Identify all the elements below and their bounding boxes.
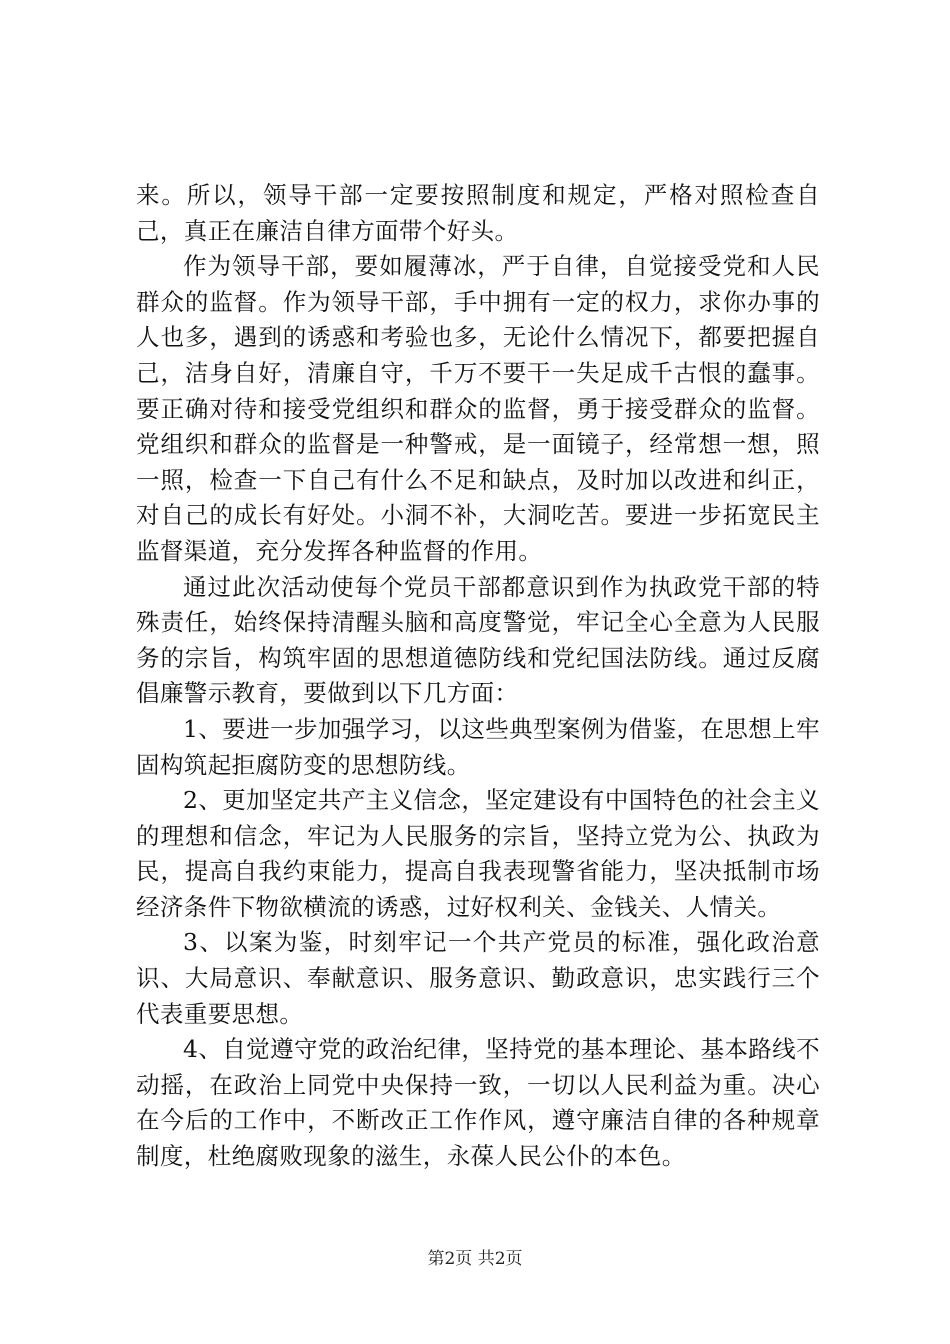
paragraph-continuation: 来。所以，领导干部一定要按照制度和规定，严格对照检查自己，真正在廉洁自律方面带个好头。 — [136, 181, 820, 245]
list-item-2: 2、更加坚定共产主义信念，坚定建设有中国特色的社会主义的理想和信念，牢记为人民服务的宗旨，坚持立党为公、执政为民，提高自我约束能力，提高自我表现警省能力，坚决抵制市场经济条件下物欲横流的诱惑，过好权利关、金钱关、人情关。 — [136, 786, 820, 921]
list-item-3: 3、以案为鉴，时刻牢记一个共产党员的标准，强化政治意识、大局意识、奉献意识、服务意识、勤政意识，忠实践行三个代表重要思想。 — [136, 928, 820, 1028]
list-item-4: 4、自觉遵守党的政治纪律，坚持党的基本理论、基本路线不动摇，在政治上同党中央保持一致，一切以人民利益为重。决心在今后的工作中，不断改正工作作风，遵守廉洁自律的各种规章制度，杜绝腐败现象的滋生，永葆人民公仆的本色。 — [136, 1035, 820, 1171]
page-footer: 第2页 共2页 — [427, 1249, 523, 1269]
document-body — [136, 178, 820, 1175]
paragraph-supervision: 作为领导干部，要如履薄冰，严于自律，自觉接受党和人民群众的监督。作为领导干部，手中拥有一定的权力，求你办事的人也多，遇到的诱惑和考验也多，无论什么情况下，都要把握自己，洁身自好，清廉自守，千万不要干一失足成千古恨的蠢事。要正确对待和接受党组织和群众的监督，勇于接受群众的监督。党组织和群众的监督是一种警戒，是一面镜子，经常想一想，照一照，检查一下自己有什么不足和缺点，及时加以改进和纠正，对自己的成长有好处。小洞不补，大洞吃苦。要进一步拓宽民主监督渠道，充分发挥各种监督的作用。 — [136, 252, 820, 565]
list-item-1: 1、要进一步加强学习，以这些典型案例为借鉴，在思想上牢固构筑起拒腐防变的思想防线。 — [136, 714, 820, 779]
paragraph-activity: 通过此次活动使每个党员干部都意识到作为执政党干部的特殊责任，始终保持清醒头脑和高度警觉，牢记全心全意为人民服务的宗旨，构筑牢固的思想道德防线和党纪国法防线。通过反腐倡廉警示教育，要做到以下几方面： — [136, 572, 820, 708]
